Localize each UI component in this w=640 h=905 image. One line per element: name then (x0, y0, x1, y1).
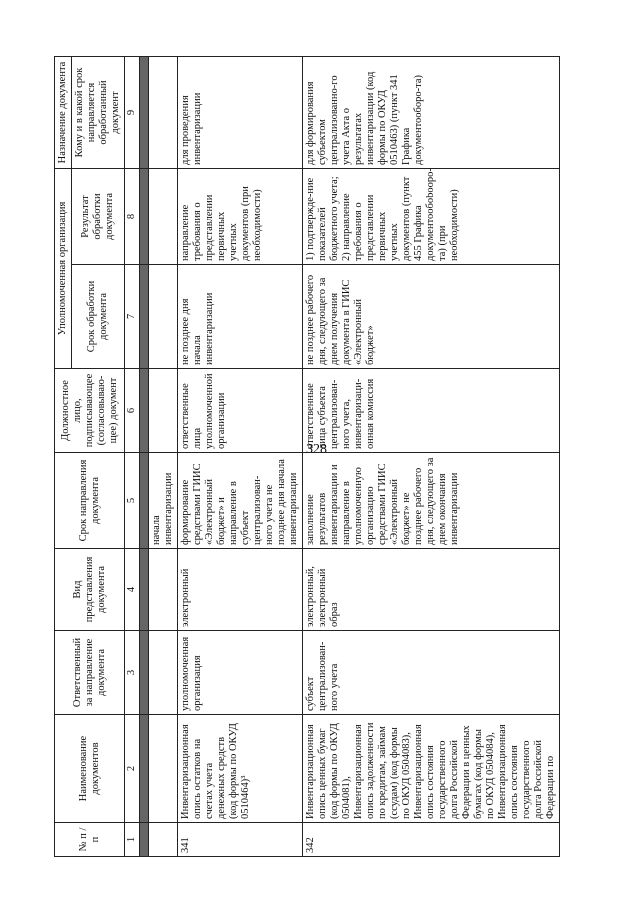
header-view: Вид представления документа (55, 549, 125, 631)
continuation-deadline: начала инвентаризации (149, 453, 178, 549)
row-proc-deadline: не позднее дня начала инвентаризации (178, 265, 303, 369)
row-deadline: заполнение результатов инвентаризации и направление в уполномоченную организацию средствами ГИИС «Электронный бюджет» не позднее рабочего дня, следующего за днем окончания инвентаризации (303, 453, 560, 549)
row-view: электронный (178, 549, 303, 631)
header-official: Должностное лицо, подписывающее (согласовываю-щее) документ (55, 369, 125, 453)
table-row (178, 57, 303, 857)
row-recipient: для формирования субъектом централизованно-го учета Акта о результатах инвентаризации (код формы по ОКУД 0510463) (пункт 341 Графика документооборо-та) (303, 57, 560, 169)
page-number: 328 (306, 442, 327, 457)
row-name: Инвентаризационная опись остатков на счетах учета денежных средств (код формы по ОКУД 0510464)³ (178, 715, 303, 823)
row-official: ответственные лица уполномоченной организации (178, 369, 303, 453)
continuation-row (149, 57, 178, 857)
row-proc-deadline: не позднее рабочего дня, следующего за днем получения документа в ГИИС «Электронный бюджет» (303, 265, 560, 369)
col-number: 8 (125, 169, 140, 265)
table-row (303, 57, 560, 857)
row-responsible: субъект централизован-ного учета (303, 631, 560, 715)
row-proc-result: 1) подтвержде-ние показателей бюджетного учета; 2) направление требования о представлении первичных учетных документов (пункт 455 Графика документообоbooро-та) (при необходимости) (303, 169, 560, 265)
separator-row (140, 57, 149, 857)
header-num: № п / п (55, 823, 125, 857)
col-number: 4 (125, 549, 140, 631)
row-num: 341 (178, 823, 303, 857)
col-number: 3 (125, 631, 140, 715)
header-purpose: Назначение документа (55, 57, 72, 169)
header-proc-deadline: Срок обработки документа (72, 265, 125, 369)
header-responsible: Ответственный за направление документа (55, 631, 125, 715)
row-responsible: уполномоченная организация (178, 631, 303, 715)
document-flow-table (54, 56, 560, 857)
row-recipient: для проведения инвентаризации (178, 57, 303, 169)
row-name: Инвентаризационная опись ценных бумаг (код формы по ОКУД 0504081), Инвентаризационная опись задолженности по кредитам, займам (ссудам) (код формы по ОКУД 0504083), Инвентаризационная опись состояния государственного долга Российской Федерации в ценных бумагах (код формы по ОКУД 0504084), Инвентаризационная опись состояния государственного долга Российской Федерации по (303, 715, 560, 823)
row-view: электронный, электронный образ (303, 549, 560, 631)
header-authorized-org: Уполномоченная организация (55, 169, 72, 369)
header-recipient: Кому и в какой срок направляется обработанный документ (72, 57, 125, 169)
header-deadline: Срок направления документа (55, 453, 125, 549)
col-number: 1 (125, 823, 140, 857)
col-number: 6 (125, 369, 140, 453)
header-proc-result: Результат обработки документа (72, 169, 125, 265)
col-number: 7 (125, 265, 140, 369)
row-proc-result: направление требования о представлении первичных учетных документов (при необходимости) (178, 169, 303, 265)
col-number: 5 (125, 453, 140, 549)
col-number: 2 (125, 715, 140, 823)
row-num: 342 (303, 823, 560, 857)
header-name: Наименование документов (55, 715, 125, 823)
row-deadline: формирование средствами ГИИС «Электронный бюджет» и направление в субъект централизован-ного учета не позднее дня начала инвентаризации (178, 453, 303, 549)
col-number: 9 (125, 57, 140, 169)
row-official: ответственные лица субъекта централизован-ного учета, инвентаризаци-онная комиссия (303, 369, 560, 453)
